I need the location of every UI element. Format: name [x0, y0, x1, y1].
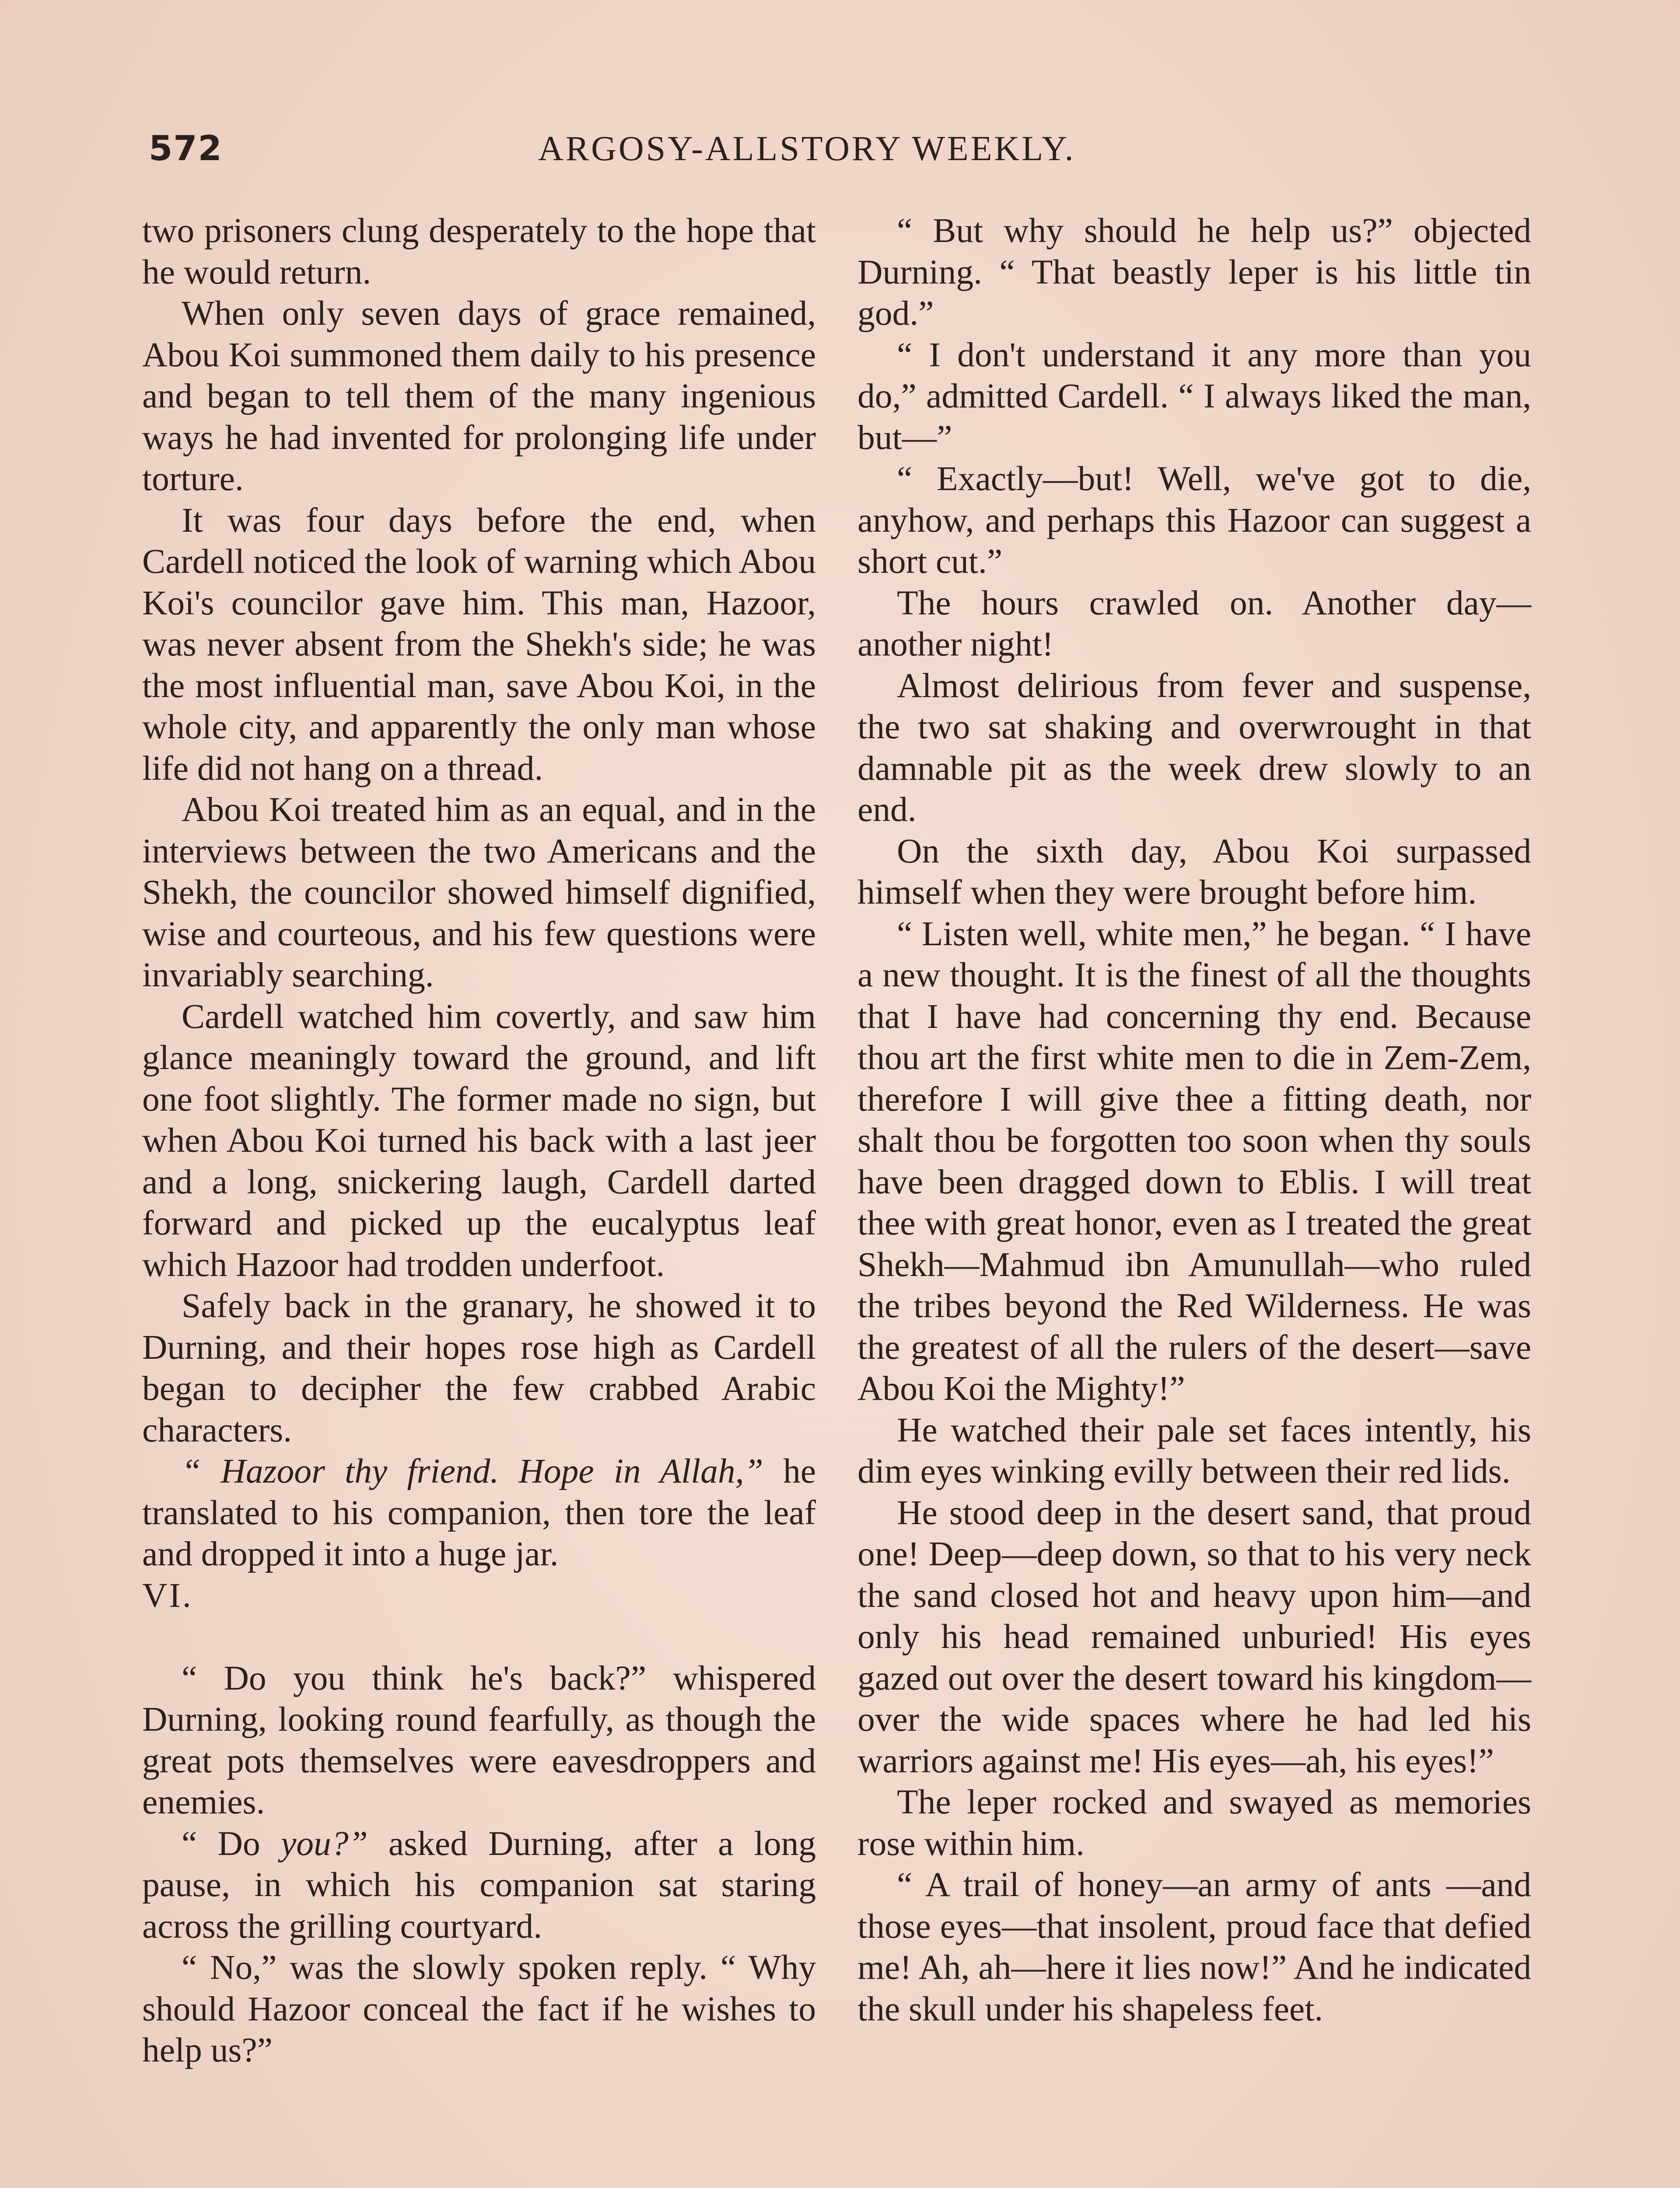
paragraph: “ Exactly—but! Well, we've got to die, anyhow, and perhaps this Hazoor can suggest a short cut.”	[858, 459, 1531, 581]
paragraph: “ I don't understand it any more than you do,” admitted Cardell. “ I always liked the man, but—”	[858, 335, 1531, 457]
paragraph: The leper rocked and swayed as memories rose within him.	[858, 1783, 1531, 1863]
paragraph: “ No,” was the slowly spoken reply. “ Why should Hazoor conceal the fact if he wishes to help us?”	[142, 1948, 816, 2069]
paragraph: two prisoners clung desperately to the hope that he would return.	[142, 211, 816, 291]
paragraph	[142, 1451, 816, 1575]
paragraph: “ But why should he help us?” objected Durning. “ That beastly leper is his little tin god.”	[858, 211, 1531, 333]
paragraph-text: he translated to his companion, then tore the leaf and dropped it into a huge jar.	[142, 1452, 816, 1573]
page-number: 572	[149, 129, 223, 168]
paragraph: It was four days before the end, when Cardell noticed the look of warning which Abou Koi's councilor gave him. This man, Hazoor, was never absent from the Shekh's side; he was the most influential man, save Abou Koi, in the whole city, and apparently the only man whose life did not hang on a thread.	[142, 501, 816, 788]
left-column	[142, 210, 816, 2071]
paragraph-text: asked Durning, after a long pause, in which his companion sat staring across the grilling courtyard.	[142, 1824, 816, 1946]
paragraph-text: “ Do	[182, 1824, 281, 1863]
paragraph: “ A trail of honey—an army of ants —and those eyes—that insolent, proud face that defied me! Ah, ah—here it lies now!” And he indicated the skull under his shapeless feet.	[858, 1865, 1531, 2028]
paragraph	[142, 1823, 816, 1947]
section-heading: VI.	[142, 1576, 193, 1615]
paragraph: Cardell watched him covertly, and saw him glance meaningly toward the ground, and lift one foot slightly. The former made no sign, but when Abou Koi turned his back with a last jeer and a long, snickering laugh, Cardell darted forward and picked up the eucalyptus leaf which Hazoor had trodden underfoot.	[142, 997, 816, 1284]
note-translation: “ Hazoor thy friend. Hope in Allah,”	[182, 1452, 763, 1490]
running-title: ARGOSY-ALLSTORY WEEKLY.	[538, 130, 1076, 168]
emphasis: you?”	[280, 1824, 368, 1863]
paragraph: He stood deep in the desert sand, that proud one! Deep—deep down, so that to his very neck the sand closed hot and heavy upon him—and only his head remained unburied! His eyes gazed out over the desert toward his kingdom—over the wide spaces where he had led his warriors against me! His eyes—ah, his eyes!”	[858, 1493, 1531, 1780]
paragraph: Abou Koi treated him as an equal, and in the interviews between the two Americans and the Shekh, the councilor showed himself dignified, wise and courteous, and his few questions were invariably searching.	[142, 790, 816, 994]
paragraph: “ Do you think he's back?” whispered Durning, looking round fearfully, as though the great pots themselves were eavesdroppers and enemies.	[142, 1659, 816, 1821]
paragraph: The hours crawled on. Another day— another night!	[858, 583, 1531, 663]
paragraph: He watched their pale set faces intently, his dim eyes winking evilly between their red lids.	[858, 1410, 1531, 1490]
paragraph: When only seven days of grace remained, Abou Koi summoned them daily to his presence and began to tell them of the many ingenious ways he had invented for prolonging life under torture.	[142, 294, 816, 498]
right-column	[858, 210, 1531, 2030]
paragraph: “ Listen well, white men,” he began. “ I have a new thought. It is the finest of all the thoughts that I have had concerning thy end. Because thou art the first white men to die in Zem-Zem, therefore I will give thee a fitting death, nor shalt thou be forgotten too soon when thy souls have been dragged down to Eblis. I will treat thee with great honor, even as I treated the great Shekh—Mahmud ibn Amunullah—who ruled the tribes beyond the Red Wilderness. He was the greatest of all the rulers of the desert—save Abou Koi the Mighty!”	[858, 914, 1531, 1408]
paragraph: On the sixth day, Abou Koi surpassed himself when they were brought before him.	[858, 831, 1531, 912]
paragraph: Safely back in the granary, he showed it to Durning, and their hopes rose high as Cardell began to decipher the few crabbed Arabic characters.	[142, 1287, 816, 1449]
page-header	[149, 129, 1531, 177]
paragraph: Almost delirious from fever and suspense, the two sat shaking and overwrought in that damnable pit as the week drew slowly to an end.	[858, 666, 1531, 829]
